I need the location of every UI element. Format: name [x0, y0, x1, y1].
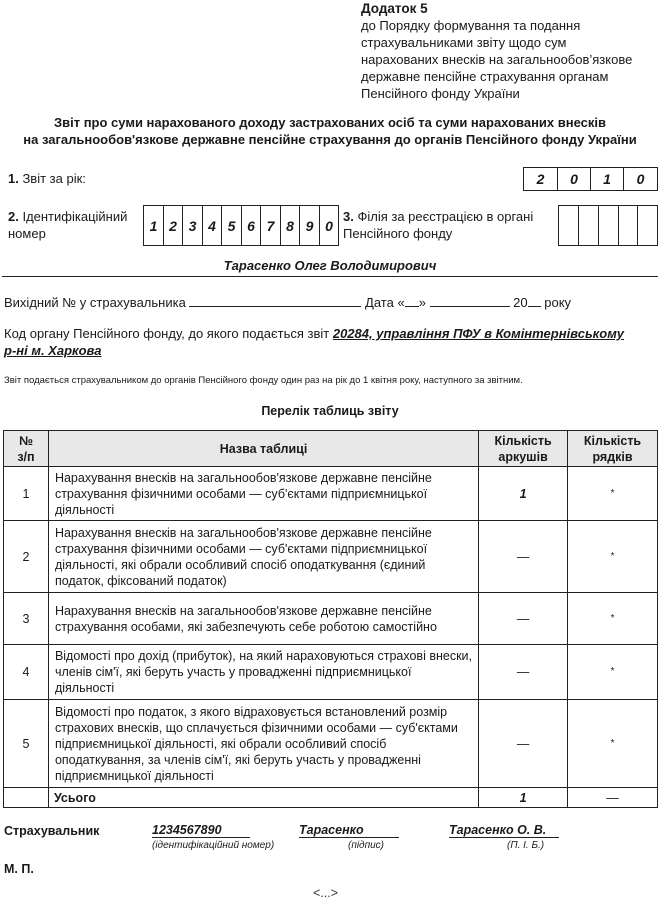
field-id-num: 2.: [8, 209, 19, 224]
outgoing-row: [4, 292, 571, 310]
signature-name-value[interactable]: Тарасенко О. В.: [449, 823, 559, 838]
pf-code-row: [4, 325, 660, 359]
pf-code-label: Код органу Пенсійного фонду, до якого подається звіт: [4, 326, 333, 341]
appendix-line: нарахованих внесків на загальнообов’язкове: [361, 52, 633, 67]
total-sheets: 1: [479, 788, 568, 808]
row-sheets[interactable]: 1: [479, 467, 568, 521]
row-name: Нарахування внесків на загальнообов'язкове державне пенсійне страхування фізичними особами — суб'єктами підприємницької діяльності, які обрали особливий спосіб оподаткування (єдиний податок, фіксований податок): [48, 521, 478, 593]
name-underline: [2, 276, 658, 277]
date-day-field[interactable]: [405, 292, 419, 307]
row-rows[interactable]: *: [568, 467, 658, 521]
table-row: [4, 645, 658, 700]
branch-digit: [579, 206, 599, 245]
branch-boxes[interactable]: [558, 205, 658, 246]
row-name: Нарахування внесків на загальнообов'язкове державне пенсійне страхування фізичними особами — суб'єктами підприємницької діяльності: [48, 467, 478, 521]
row-sheets[interactable]: —: [479, 593, 568, 645]
table-row: [4, 700, 658, 788]
tables-list-title: Перелік таблиць звіту: [261, 404, 399, 418]
branch-digit: [619, 206, 638, 245]
appendix-line: страхувальниками звіту щодо сум: [361, 35, 567, 50]
id-number-boxes[interactable]: [143, 205, 339, 246]
report-title: [0, 114, 660, 148]
year-digit: 0: [636, 171, 645, 187]
branch-digit: [638, 206, 657, 245]
signature-name-caption: (П. І. Б.): [507, 840, 545, 851]
field-branch-num: 3.: [343, 209, 354, 224]
field-id-text2: номер: [8, 226, 46, 241]
id-digit: 3: [183, 206, 203, 245]
appendix-block: [361, 0, 660, 102]
row-rows[interactable]: *: [568, 645, 658, 700]
row-name: Нарахування внесків на загальнообов'язкове державне пенсійне страхування особами, які забезпечують себе роботою самостійно: [48, 593, 478, 645]
branch-digit: [599, 206, 619, 245]
id-digit: 8: [281, 206, 300, 245]
row-num: 1: [4, 467, 49, 521]
signature-label: Страхувальник: [4, 824, 100, 838]
row-sheets[interactable]: —: [479, 700, 568, 788]
outgoing-number-field[interactable]: [189, 292, 361, 307]
row-num: 2: [4, 521, 49, 593]
year-suffix: року: [540, 295, 572, 310]
id-digit: 6: [242, 206, 261, 245]
stamp-place: М. П.: [4, 862, 34, 876]
submission-note: Звіт подається страхувальником до органів Пенсійного фонду один раз на рік до 1 квітня року, наступного за звітним.: [4, 375, 523, 386]
row-sheets[interactable]: —: [479, 521, 568, 593]
id-digit: 4: [203, 206, 222, 245]
date-year-field[interactable]: [528, 292, 541, 307]
appendix-title: Додаток 5: [361, 1, 428, 16]
row-name: Відомості про податок, з якого відраховується встановлений розмір страхових внесків, що сплачується фізичними особами — суб'єктами підприємницької діяльності, які обрали особливий спосіб оподаткування, за членів сім'ї, які беруть участь у провадженні підприємницької діяльності: [48, 700, 478, 788]
id-digit: 9: [300, 206, 320, 245]
tables-list: [3, 430, 658, 808]
report-title-line1: Звіт про суми нарахованого доходу застрахованих осіб та суми нарахованих внесків: [53, 115, 607, 130]
header-name: Назва таблиці: [48, 431, 478, 467]
id-digit: 2: [164, 206, 183, 245]
appendix-line: Пенсійного фонду України: [361, 86, 520, 101]
total-label: Усього: [48, 788, 478, 808]
header-num: № з/п: [4, 431, 49, 467]
signature-id-block: [152, 823, 250, 838]
row-num: 3: [4, 593, 49, 645]
appendix-line: державне пенсійне страхування органам: [361, 69, 609, 84]
date-month-field[interactable]: [430, 292, 510, 307]
header-sheets: Кількість аркушів: [479, 431, 568, 467]
table-row: [4, 521, 658, 593]
field-id-label: [8, 208, 127, 242]
date-close-quote: »: [418, 295, 426, 310]
row-sheets[interactable]: —: [479, 645, 568, 700]
field-id-text1: Ідентифікаційний: [18, 209, 128, 224]
signature-id-value[interactable]: 1234567890: [152, 823, 250, 838]
signature-sign-block: [299, 823, 399, 838]
year-digit: 0: [558, 168, 591, 190]
id-digit: 1: [144, 206, 164, 245]
id-digit: 0: [325, 217, 333, 234]
row-name: Відомості про дохід (прибуток), на який нараховуються страхові внески, членів сім'ї, які беруть участь у провадженні підприємницької діяльності: [48, 645, 478, 700]
header-rows: Кількість рядків: [568, 431, 658, 467]
table-total-row: [4, 788, 658, 808]
total-rows: —: [568, 788, 658, 808]
table-header-row: [4, 431, 658, 467]
year-digit: 2: [524, 168, 558, 190]
total-num: [4, 788, 49, 808]
field-branch-label: [343, 208, 533, 242]
field-year-text: Звіт за рік:: [18, 171, 86, 186]
signature-sign-value[interactable]: Тарасенко: [299, 823, 399, 838]
branch-digit: [559, 206, 579, 245]
row-rows[interactable]: *: [568, 521, 658, 593]
pf-code-value-line2[interactable]: р-ні м. Харкова: [4, 343, 102, 358]
signature-id-caption: (ідентифікаційний номер): [152, 840, 275, 851]
insurer-name[interactable]: Тарасенко Олег Володимирович: [223, 258, 437, 273]
row-num: 5: [4, 700, 49, 788]
year-digit: 1: [591, 168, 624, 190]
field-year-label: [8, 170, 86, 187]
row-rows[interactable]: *: [568, 593, 658, 645]
date-label: Дата «: [365, 295, 405, 310]
field-branch-text2: Пенсійного фонду: [343, 226, 453, 241]
year-prefix: 20: [513, 295, 528, 310]
row-rows[interactable]: *: [568, 700, 658, 788]
appendix-line: до Порядку формування та подання: [361, 18, 581, 33]
table-row: [4, 467, 658, 521]
id-digit: 7: [261, 206, 281, 245]
signature-sign-caption: (підпис): [348, 840, 384, 851]
id-digit: 5: [222, 206, 242, 245]
year-boxes[interactable]: [523, 167, 658, 191]
ellipsis-marker: <...>: [313, 886, 339, 900]
signature-name-block: [449, 823, 559, 838]
row-num: 4: [4, 645, 49, 700]
field-year-num: 1.: [8, 171, 19, 186]
outgoing-label: Вихідний № у страхувальника: [4, 295, 186, 310]
field-branch-text1: Філія за реєстрацією в органі: [353, 209, 534, 224]
report-title-line2: на загальнообов'язкове державне пенсійне страхування до органів Пенсійного фонду України: [23, 132, 637, 147]
pf-code-value[interactable]: 20284, управління ПФУ в Комінтернівському: [332, 326, 625, 341]
table-row: [4, 593, 658, 645]
